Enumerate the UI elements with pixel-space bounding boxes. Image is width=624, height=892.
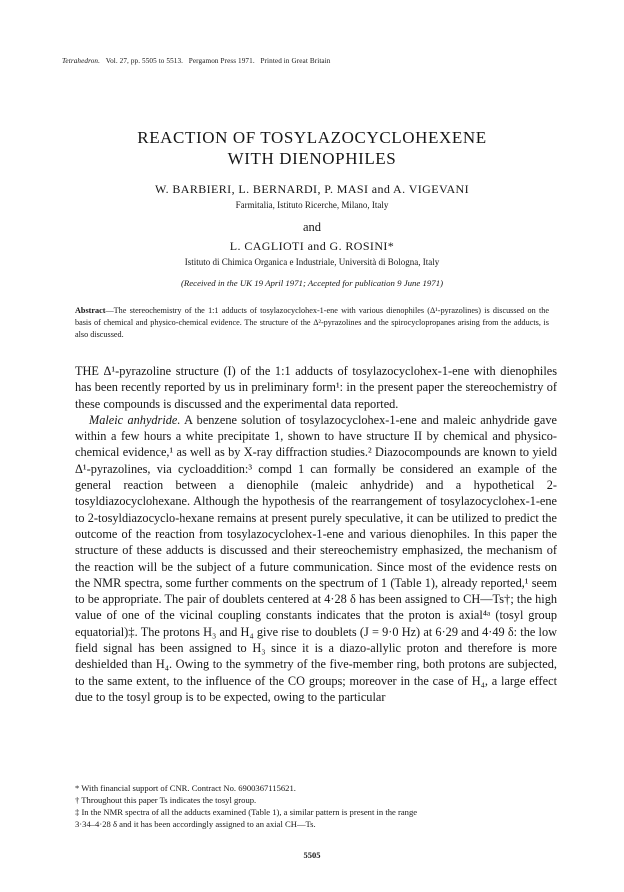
authors-group-1: W. BARBIERI, L. BERNARDI, P. MASI and A. VIGEVANI <box>154 182 470 196</box>
journal-name: Tetrahedron. <box>62 57 101 65</box>
paper-title-line-2: WITH DIENOPHILES <box>227 149 397 168</box>
abstract <box>75 305 549 340</box>
received-dates: (Received in the UK 19 April 1971; Accepted for publication 9 June 1971) <box>180 278 444 288</box>
abstract-text: —The stereochemistry of the 1:1 adducts of tosylazocyclohex-1-ene with various dienophiles (Δ¹-pyrazolines) is discussed on the basis of chemical and physico-chemical evidence. The structure of the Δ²-pyrazolines and the spirocyclopropanes arising from the adducts, is also discussed. <box>75 306 549 339</box>
affiliation-2: Istituto di Chimica Organica e Industriale, Università di Bologna, Italy <box>184 257 440 267</box>
footnote-funding: * With financial support of CNR. Contract No. 6900367115621. <box>75 783 296 793</box>
publisher: Pergamon Press 1971. <box>188 57 255 65</box>
journal-header <box>62 57 331 65</box>
footnote-tosyl: † Throughout this paper Ts indicates the tosyl group. <box>75 794 257 805</box>
paragraph-2-text: A benzene solution of tosylazocyclohex-1-ene and maleic anhydride gave within a few hours a white precipitate 1, shown to have structure II by chemical and physico-chemical evidence,¹ as well as by X-ray diffraction studies.² Diazocompounds are known to yield Δ¹-pyrazolines, via cycloaddition:³ compd 1 can formally be considered an example of the general reaction between a dienophile (maleic anhydride) and a hypothetical 2-tosyldiazocyclohexane. Although the hypothesis of the rearrangement of tosylazocyclohex-1-ene to 2-tosyldiazocyclo-hexane remains at present purely speculative, it can be utilized to predict the outcome of the reaction from tosylazocyclohex-1-ene and various dienophiles. In this paper the structure of these adducts is discussed and their stereochemistry emphasized, the mechanism of the reaction will be the subject of a future communication. Since most of the evidence rests on the NMR spectra, some further comments on the spectrum of 1 (Table 1), already reported,¹ seem to be appropriate. The pair of doublets centered at 4·28 δ has been assigned to CH—Ts†; the high value of one of the vicinal coupling constants indicates that the proton is axial⁴ᵃ (tosyl group equatorial)‡. The protons H₃ and H₄ give rise to doublets (J = 9·0 Hz) at 6·29 and 4·49 δ: the low field signal has been assigned to H₃ since it is a diazo-allylic proton and therefore is more deshielded than H₄. Owing to the symmetry of the five-member ring, both protons are subjected, to the same extent, to the influence of the CO groups; moreover in the case of H₄, a large effect due to the tosyl group is to be expected, owing to the particular <box>75 412 557 704</box>
abstract-label: Abstract <box>75 306 106 315</box>
paragraph-1: THE Δ¹-pyrazoline structure (I) of the 1:1 adducts of tosylazocyclohex-1-ene with dienophiles has been recently reported by us in preliminary form¹: in the present paper the stereochemistry of these compounds is discussed and the experimental data reported. <box>75 364 557 411</box>
footnotes <box>75 783 557 831</box>
body-text <box>75 363 557 705</box>
paragraph-2-heading: Maleic anhydride. <box>89 412 181 427</box>
printed-location: Printed in Great Britain <box>260 57 331 65</box>
footnote-nmr-cont: 3·34–4·28 δ and it has been accordingly assigned to an axial CH—Ts. <box>75 818 316 829</box>
affiliation-1: Farmitalia, Istituto Ricerche, Milano, Italy <box>235 200 389 210</box>
footnote-nmr: ‡ In the NMR spectra of all the adducts examined (Table 1), a similar pattern is present in the range <box>75 806 418 817</box>
authors-group-2: L. CAGLIOTI and G. ROSINI* <box>229 239 395 253</box>
paper-title-line-1: REACTION OF TOSYLAZOCYCLOHEXENE <box>137 128 487 147</box>
and-separator: and <box>302 220 322 234</box>
paragraph-2 <box>75 412 557 705</box>
journal-citation: Vol. 27, pp. 5505 to 5513. <box>105 57 184 65</box>
page-number: 5505 <box>303 850 321 860</box>
